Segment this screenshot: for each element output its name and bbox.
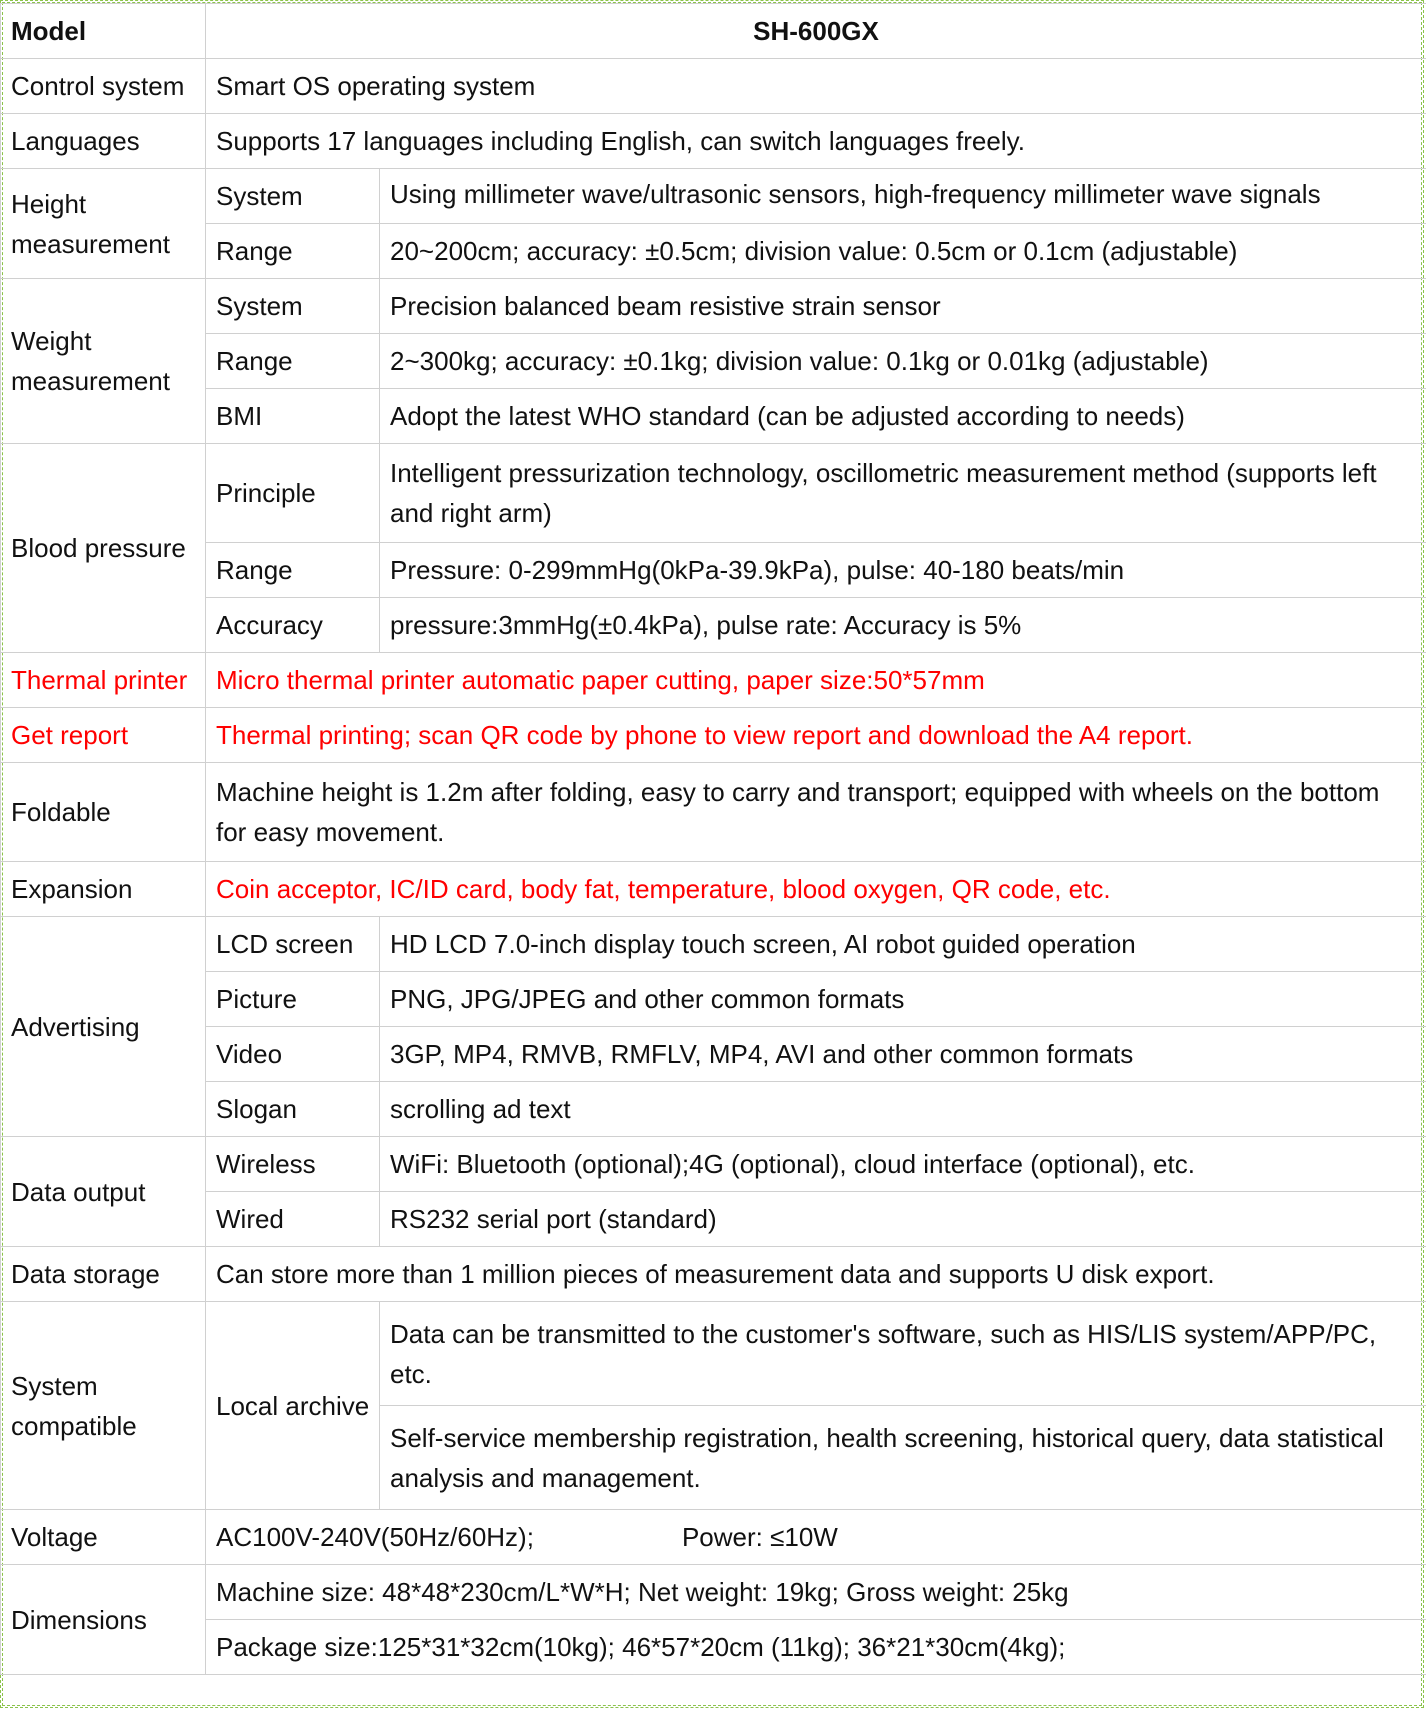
row-value: Machine height is 1.2m after folding, easy to carry and transport; equipped with wheels on the bottom for easy movement.	[206, 763, 1426, 862]
row-value: 20~200cm; accuracy: ±0.5cm; division value: 0.5cm or 0.1cm (adjustable)	[380, 224, 1426, 279]
row-value: Thermal printing; scan QR code by phone to view report and download the A4 report.	[206, 708, 1426, 763]
table-row-data-output-wireless	[1, 1137, 1426, 1192]
row-value	[380, 169, 1426, 224]
spec-table	[0, 3, 1426, 1675]
row-label: Control system	[1, 59, 206, 114]
row-value: Can store more than 1 million pieces of measurement data and supports U disk export.	[206, 1247, 1426, 1302]
table-row-dimensions-machine	[1, 1565, 1426, 1620]
sub-label: Picture	[206, 972, 380, 1027]
table-row-weight-system	[1, 279, 1426, 334]
sub-label: Range	[206, 543, 380, 598]
sub-label: System	[206, 279, 380, 334]
table-row-control-system	[1, 59, 1426, 114]
row-value: 2~300kg; accuracy: ±0.1kg; division value: 0.1kg or 0.01kg (adjustable)	[380, 334, 1426, 389]
clipped-text: Using millimeter wave/ultrasonic sensors, high-frequency millimeter wave signals	[390, 179, 1321, 209]
row-label: Languages	[1, 114, 206, 169]
table-row-dimensions-package	[1, 1620, 1426, 1675]
row-value: Coin acceptor, IC/ID card, body fat, temperature, blood oxygen, QR code, etc.	[206, 862, 1426, 917]
row-label: Dimensions	[1, 1565, 206, 1675]
table-row-blood-range	[1, 543, 1426, 598]
sub-label: Principle	[206, 444, 380, 543]
row-label: Blood pressure	[1, 444, 206, 653]
row-label: System compatible	[1, 1302, 206, 1510]
row-label: Height measurement	[1, 169, 206, 279]
table-row-languages	[1, 114, 1426, 169]
table-row-thermal-printer	[1, 653, 1426, 708]
row-label: Thermal printer	[1, 653, 206, 708]
row-label: Advertising	[1, 917, 206, 1137]
row-value: Intelligent pressurization technology, oscillometric measurement method (supports left and right arm)	[380, 444, 1426, 543]
row-value: PNG, JPG/JPEG and other common formats	[380, 972, 1426, 1027]
table-row-foldable	[1, 763, 1426, 862]
table-row-weight-range	[1, 334, 1426, 389]
row-value: Adopt the latest WHO standard (can be adjusted according to needs)	[380, 389, 1426, 444]
table-row-voltage	[1, 1510, 1426, 1565]
table-row-height-range	[1, 224, 1426, 279]
row-value: RS232 serial port (standard)	[380, 1192, 1426, 1247]
row-value: pressure:3mmHg(±0.4kPa), pulse rate: Accuracy is 5%	[380, 598, 1426, 653]
sub-label: BMI	[206, 389, 380, 444]
row-value: Smart OS operating system	[206, 59, 1426, 114]
row-value: WiFi: Bluetooth (optional);4G (optional), cloud interface (optional), etc.	[380, 1137, 1426, 1192]
voltage-value: AC100V-240V(50Hz/60Hz);	[216, 1522, 534, 1552]
row-label: Weight measurement	[1, 279, 206, 444]
row-label: Get report	[1, 708, 206, 763]
model-label: Model	[1, 4, 206, 59]
table-row-advertising-lcd	[1, 917, 1426, 972]
table-row-expansion	[1, 862, 1426, 917]
row-label: Data storage	[1, 1247, 206, 1302]
row-value: Machine size: 48*48*230cm/L*W*H; Net weight: 19kg; Gross weight: 25kg	[206, 1565, 1426, 1620]
row-value: Supports 17 languages including English, can switch languages freely.	[206, 114, 1426, 169]
row-label: Data output	[1, 1137, 206, 1247]
row-value: Precision balanced beam resistive strain sensor	[380, 279, 1426, 334]
table-row-compatible-1	[1, 1302, 1426, 1406]
sub-label: Wireless	[206, 1137, 380, 1192]
table-row-weight-bmi	[1, 389, 1426, 444]
row-label: Voltage	[1, 1510, 206, 1565]
table-row-header	[1, 4, 1426, 59]
power-value: Power: ≤10W	[681, 1522, 838, 1552]
sub-label: Accuracy	[206, 598, 380, 653]
table-row-advertising-slogan	[1, 1082, 1426, 1137]
row-value: 3GP, MP4, RMVB, RMFLV, MP4, AVI and other common formats	[380, 1027, 1426, 1082]
table-row-get-report	[1, 708, 1426, 763]
sub-label: Range	[206, 334, 380, 389]
table-row-blood-principle	[1, 444, 1426, 543]
sub-label: Slogan	[206, 1082, 380, 1137]
sub-label: Range	[206, 224, 380, 279]
row-label: Foldable	[1, 763, 206, 862]
row-value	[206, 1510, 1426, 1565]
row-value: Package size:125*31*32cm(10kg); 46*57*20cm (11kg); 36*21*30cm(4kg);	[206, 1620, 1426, 1675]
sub-label: Local archive	[206, 1302, 380, 1510]
sub-label: System	[206, 169, 380, 224]
model-value: SH-600GX	[206, 4, 1426, 59]
row-value: Self-service membership registration, health screening, historical query, data statistical analysis and management.	[380, 1406, 1426, 1510]
row-value: scrolling ad text	[380, 1082, 1426, 1137]
table-row-advertising-video	[1, 1027, 1426, 1082]
row-label: Expansion	[1, 862, 206, 917]
sub-label: Video	[206, 1027, 380, 1082]
table-row-height-system	[1, 169, 1426, 224]
row-value: Pressure: 0-299mmHg(0kPa-39.9kPa), pulse: 40-180 beats/min	[380, 543, 1426, 598]
sub-label: Wired	[206, 1192, 380, 1247]
table-row-blood-accuracy	[1, 598, 1426, 653]
row-value: Data can be transmitted to the customer's software, such as HIS/LIS system/APP/PC, etc.	[380, 1302, 1426, 1406]
table-row-advertising-picture	[1, 972, 1426, 1027]
table-row-data-output-wired	[1, 1192, 1426, 1247]
row-value: HD LCD 7.0-inch display touch screen, AI robot guided operation	[380, 917, 1426, 972]
table-row-data-storage	[1, 1247, 1426, 1302]
row-value: Micro thermal printer automatic paper cutting, paper size:50*57mm	[206, 653, 1426, 708]
sub-label: LCD screen	[206, 917, 380, 972]
